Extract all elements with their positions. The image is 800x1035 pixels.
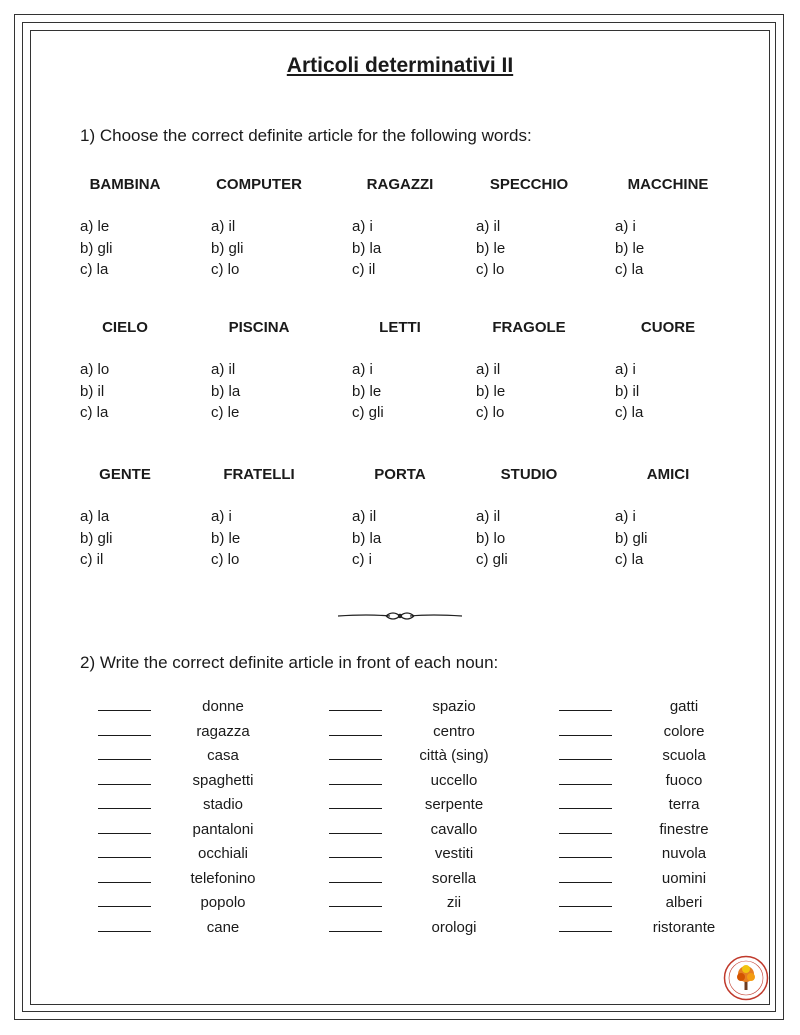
noun-label: ragazza xyxy=(196,722,250,740)
ornament-divider-icon xyxy=(338,608,462,624)
noun-label: gatti xyxy=(669,698,699,715)
noun-label: donne xyxy=(202,698,244,715)
answer-blank[interactable] xyxy=(98,784,151,785)
answer-option[interactable]: b) il xyxy=(615,382,640,400)
answer-option[interactable]: a) i xyxy=(211,508,232,525)
answer-blank[interactable] xyxy=(559,710,612,711)
answer-blank[interactable] xyxy=(329,759,382,760)
answer-blank[interactable] xyxy=(559,759,612,760)
section2-instruction: 2) Write the correct definite article in front of each noun: xyxy=(80,653,499,672)
target-word: FRATELLI xyxy=(223,466,295,483)
answer-option[interactable]: b) le xyxy=(476,239,506,257)
target-word: LETTI xyxy=(379,319,421,336)
answer-option[interactable]: b) le xyxy=(352,382,382,400)
answer-option[interactable]: b) le xyxy=(211,529,241,547)
answer-option[interactable]: c) gli xyxy=(476,551,508,568)
noun-label: fuoco xyxy=(665,771,703,789)
answer-option[interactable]: c) la xyxy=(615,404,644,421)
happy-mind-logo-icon xyxy=(723,955,769,1001)
answer-option[interactable]: a) i xyxy=(615,218,636,235)
noun-label: occhiali xyxy=(197,845,249,862)
answer-option[interactable]: a) il xyxy=(211,361,236,378)
section1-instruction: 1) Choose the correct definite article for the following words: xyxy=(80,126,532,145)
noun-label: telefonino xyxy=(190,869,256,887)
answer-blank[interactable] xyxy=(329,882,382,883)
answer-option[interactable]: c) lo xyxy=(211,261,240,278)
page-frame-inner xyxy=(22,22,776,1012)
answer-blank[interactable] xyxy=(329,857,382,858)
answer-option[interactable]: c) il xyxy=(80,551,104,568)
answer-blank[interactable] xyxy=(329,808,382,809)
frame-accent-top xyxy=(30,30,770,31)
noun-label: sorella xyxy=(431,869,477,887)
target-word: SPECCHIO xyxy=(489,176,569,193)
answer-option[interactable]: b) gli xyxy=(80,239,113,257)
answer-option[interactable]: c) lo xyxy=(476,261,505,278)
answer-blank[interactable] xyxy=(559,735,612,736)
noun-label: zii xyxy=(446,894,462,911)
noun-label: cavallo xyxy=(430,820,478,838)
answer-blank[interactable] xyxy=(329,833,382,834)
answer-option[interactable]: a) il xyxy=(352,508,377,525)
target-word: COMPUTER xyxy=(216,176,302,193)
worksheet-title: Articoli determinativi II xyxy=(286,54,514,77)
target-word: AMICI xyxy=(646,466,690,483)
answer-option[interactable]: a) i xyxy=(615,361,636,378)
noun-label: uomini xyxy=(661,869,707,887)
answer-option[interactable]: c) la xyxy=(80,261,109,278)
answer-blank[interactable] xyxy=(98,833,151,834)
frame-accent-left xyxy=(30,30,31,1004)
answer-blank[interactable] xyxy=(329,735,382,736)
noun-label: terra xyxy=(668,796,700,813)
answer-blank[interactable] xyxy=(559,882,612,883)
answer-blank[interactable] xyxy=(329,710,382,711)
answer-option[interactable]: c) gli xyxy=(352,404,384,421)
noun-label: serpente xyxy=(424,796,484,813)
target-word: RAGAZZI xyxy=(366,176,434,193)
noun-label: colore xyxy=(663,722,705,740)
answer-option[interactable]: a) lo xyxy=(80,361,110,378)
noun-label: spazio xyxy=(432,698,476,715)
answer-blank[interactable] xyxy=(559,857,612,858)
answer-blank[interactable] xyxy=(559,931,612,932)
answer-option[interactable]: a) il xyxy=(476,508,501,525)
noun-label: casa xyxy=(207,747,239,764)
target-word: BAMBINA xyxy=(89,176,161,193)
answer-blank[interactable] xyxy=(329,784,382,785)
answer-option[interactable]: b) lo xyxy=(476,529,506,547)
frame-accent-bottom xyxy=(30,1004,770,1005)
noun-label: popolo xyxy=(200,894,246,911)
answer-option[interactable]: a) il xyxy=(476,218,501,235)
noun-label: cane xyxy=(206,918,240,936)
answer-blank[interactable] xyxy=(98,808,151,809)
answer-blank[interactable] xyxy=(559,808,612,809)
answer-option[interactable]: b) il xyxy=(80,382,105,400)
answer-option[interactable]: c) la xyxy=(80,404,109,421)
answer-option[interactable]: a) i xyxy=(615,508,636,525)
noun-label: stadio xyxy=(202,796,244,813)
answer-blank[interactable] xyxy=(98,759,151,760)
target-word: PISCINA xyxy=(228,319,290,336)
noun-label: uccello xyxy=(430,771,478,789)
answer-blank[interactable] xyxy=(98,735,151,736)
answer-option[interactable]: a) le xyxy=(80,218,110,235)
target-word: PORTA xyxy=(374,466,426,483)
target-word: FRAGOLE xyxy=(492,319,566,336)
answer-blank[interactable] xyxy=(98,710,151,711)
noun-label: vestiti xyxy=(434,845,474,862)
answer-option[interactable]: b) le xyxy=(615,239,645,257)
answer-blank[interactable] xyxy=(98,857,151,858)
answer-option[interactable]: b) la xyxy=(211,382,241,400)
answer-option[interactable]: a) i xyxy=(352,361,373,378)
answer-option[interactable]: c) lo xyxy=(211,551,240,568)
noun-label: città (sing) xyxy=(419,747,489,764)
target-word: CUORE xyxy=(640,319,696,336)
noun-label: alberi xyxy=(665,894,703,911)
answer-blank[interactable] xyxy=(559,833,612,834)
target-word: MACCHINE xyxy=(627,176,709,193)
answer-option[interactable]: c) la xyxy=(615,551,644,568)
noun-label: pantaloni xyxy=(192,820,254,838)
target-word: CIELO xyxy=(102,319,148,336)
target-word: STUDIO xyxy=(500,466,558,483)
answer-blank[interactable] xyxy=(329,931,382,932)
answer-blank[interactable] xyxy=(329,906,382,907)
answer-option[interactable]: c) lo xyxy=(476,404,505,421)
answer-blank[interactable] xyxy=(98,931,151,932)
answer-option[interactable]: b) la xyxy=(352,529,382,547)
answer-option[interactable]: b) le xyxy=(476,382,506,400)
answer-option[interactable]: c) il xyxy=(352,261,376,278)
answer-option[interactable]: a) il xyxy=(211,218,236,235)
answer-blank[interactable] xyxy=(98,906,151,907)
answer-option[interactable]: c) i xyxy=(352,551,372,568)
noun-label: orologi xyxy=(431,918,477,936)
answer-option[interactable]: b) gli xyxy=(211,239,244,257)
answer-blank[interactable] xyxy=(559,906,612,907)
answer-option[interactable]: a) la xyxy=(80,508,110,525)
target-word: GENTE xyxy=(99,466,151,483)
answer-option[interactable]: c) la xyxy=(615,261,644,278)
answer-option[interactable]: b) la xyxy=(352,239,382,257)
answer-option[interactable]: a) i xyxy=(352,218,373,235)
noun-label: spaghetti xyxy=(192,771,254,789)
answer-blank[interactable] xyxy=(559,784,612,785)
noun-label: nuvola xyxy=(661,845,707,862)
answer-option[interactable]: b) gli xyxy=(80,529,113,547)
noun-label: ristorante xyxy=(652,918,716,936)
answer-option[interactable]: a) il xyxy=(476,361,501,378)
noun-label: finestre xyxy=(659,820,709,838)
noun-label: centro xyxy=(433,722,475,740)
answer-option[interactable]: c) le xyxy=(211,404,240,421)
answer-blank[interactable] xyxy=(98,882,151,883)
frame-accent-right xyxy=(769,30,770,1004)
noun-label: scuola xyxy=(662,747,706,764)
answer-option[interactable]: b) gli xyxy=(615,529,648,547)
